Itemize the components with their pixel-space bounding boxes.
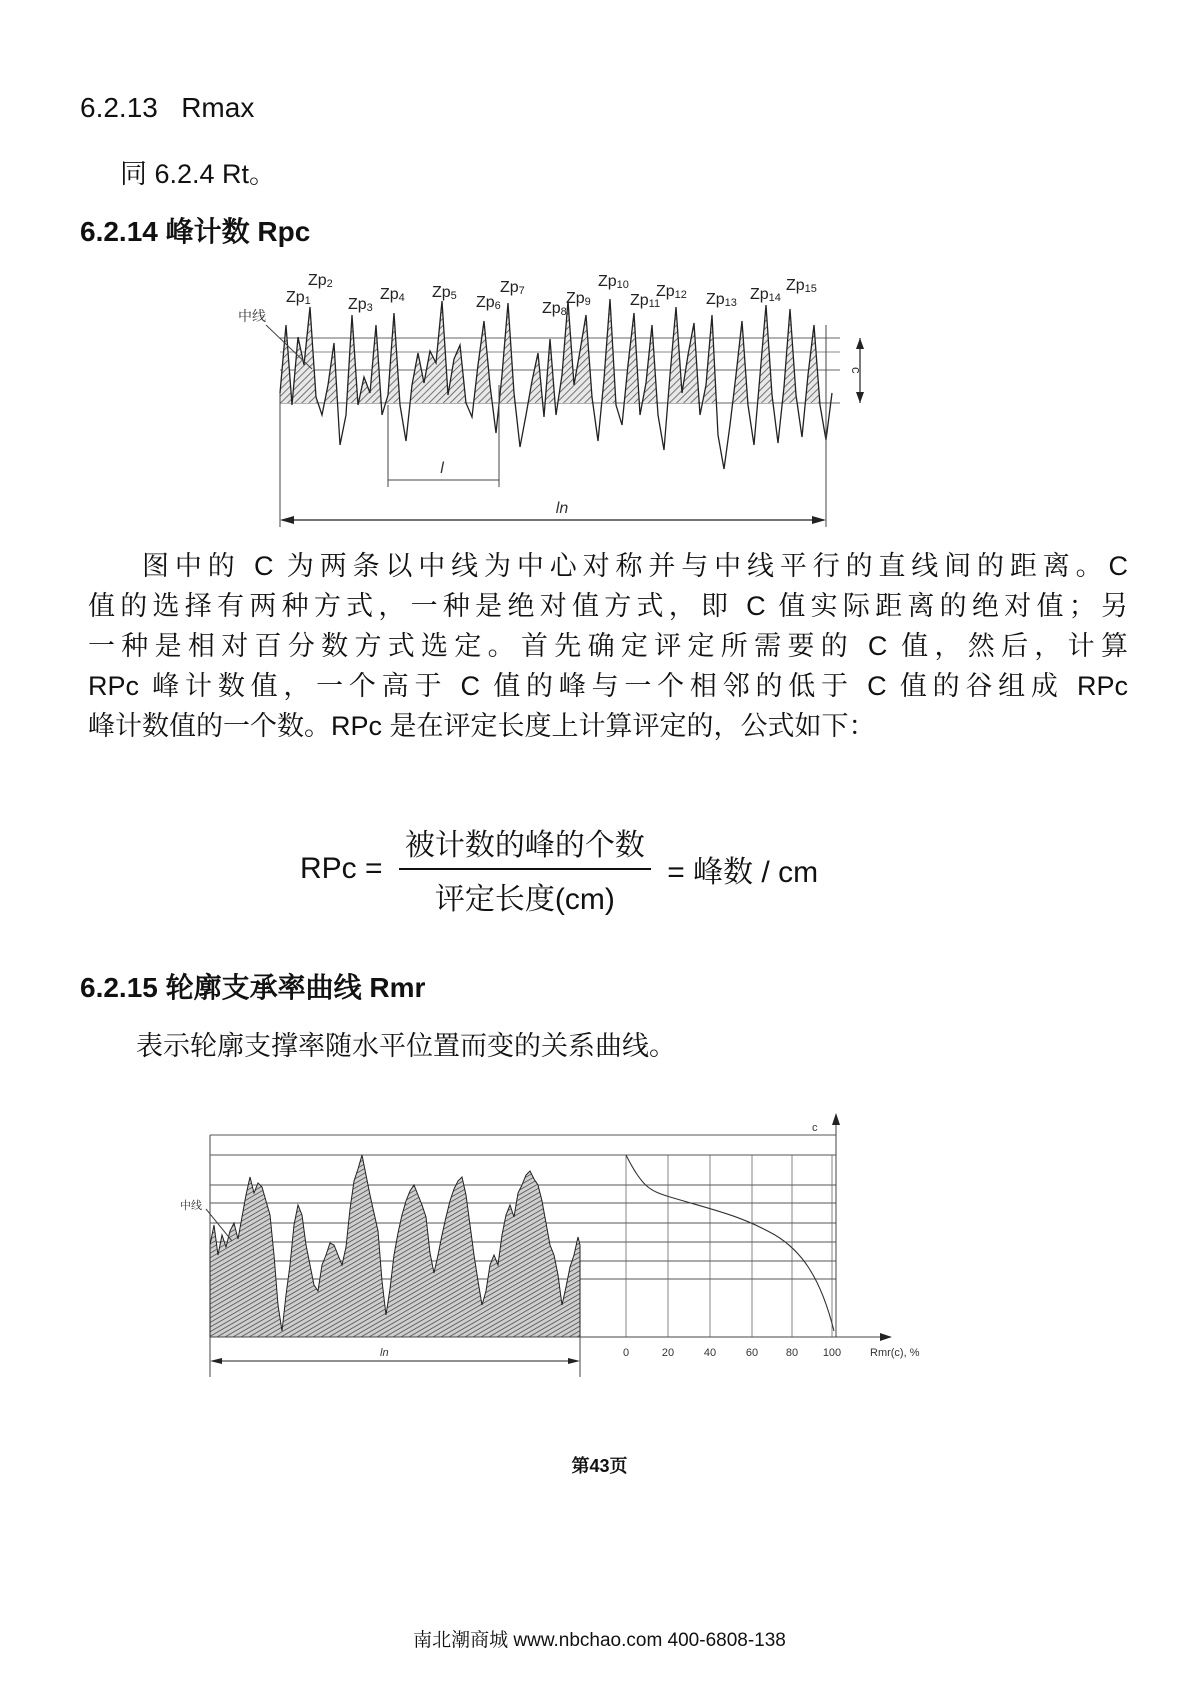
peak-label-11: Zp11 bbox=[630, 292, 661, 310]
profile-curve bbox=[280, 299, 832, 469]
fig2-vertical-grid bbox=[626, 1155, 832, 1337]
section-6-2-15-body: 表示轮廓支撑率随水平位置而变的关系曲线。 bbox=[136, 1031, 676, 1061]
l-label: l bbox=[440, 460, 444, 477]
peak-label-8: Zp8 bbox=[542, 300, 567, 318]
fig2-c-arrow bbox=[832, 1113, 840, 1125]
page-number: 第43页 bbox=[571, 1456, 628, 1476]
peak-label-2: Zp2 bbox=[308, 272, 333, 290]
peak-label-12: Zp12 bbox=[656, 283, 687, 301]
peak-labels bbox=[286, 272, 817, 318]
c-arrow-bottom bbox=[856, 392, 864, 403]
fig2-tick-20: 20 bbox=[661, 1347, 675, 1359]
section-6-2-15-heading: 6.2.15 轮廓支承率曲线 Rmr bbox=[80, 972, 426, 1003]
fig2-ln-label: ln bbox=[380, 1347, 389, 1359]
fig2-ln-arrow-left bbox=[210, 1358, 222, 1364]
fig2-x-arrow bbox=[880, 1333, 892, 1341]
peak-label-5: Zp5 bbox=[432, 284, 457, 302]
formula-rhs: = 峰数 / cm bbox=[667, 856, 819, 889]
paragraph-line-1: 图中的 C 为两条以中线为中心对称并与中线平行的直线间的距离。C bbox=[142, 551, 1128, 581]
peak-label-14: Zp14 bbox=[750, 286, 781, 304]
rmr-curve bbox=[626, 1155, 834, 1331]
fig2-tick-60: 60 bbox=[745, 1347, 759, 1359]
section-6-2-13-body: 同 6.2.4 Rt。 bbox=[120, 159, 277, 189]
fig2-tick-80: 80 bbox=[785, 1347, 799, 1359]
peak-label-6: Zp6 bbox=[476, 294, 501, 312]
paragraph-line-4: RPc 峰计数值，一个高于 C 值的峰与一个相邻的低于 C 值的谷组成 RPc bbox=[88, 671, 1128, 701]
footer-site: 南北潮商城 www.nbchao.com 400-6808-138 bbox=[413, 1630, 786, 1651]
peak-label-9: Zp9 bbox=[566, 290, 591, 308]
formula-lhs: RPc = bbox=[300, 852, 383, 885]
peak-label-10: Zp10 bbox=[598, 273, 629, 291]
middle-line-label: 中线 bbox=[238, 308, 266, 324]
fig2-tick-0: 0 bbox=[622, 1347, 630, 1359]
formula-fraction bbox=[399, 820, 651, 918]
section-6-2-14-paragraph bbox=[88, 546, 1128, 746]
ln-label: ln bbox=[555, 500, 569, 517]
fig2-profile bbox=[210, 1155, 580, 1337]
peak-label-13: Zp13 bbox=[706, 291, 737, 309]
section-number: 6.2.13 bbox=[80, 92, 158, 123]
fig2-ln-arrow-right bbox=[568, 1358, 580, 1364]
rpc-figure bbox=[220, 265, 900, 535]
peak-label-4: Zp4 bbox=[380, 286, 405, 304]
rpc-formula bbox=[300, 820, 818, 918]
paragraph-line-3: 一种是相对百分数方式选定。首先确定评定所需要的 C 值，然后，计算 bbox=[88, 631, 1128, 661]
c-label: c bbox=[849, 367, 864, 374]
section-title: Rmax bbox=[181, 92, 255, 123]
formula-numerator: 被计数的峰的个数 bbox=[399, 820, 651, 870]
peak-label-15: Zp15 bbox=[786, 277, 817, 295]
section-6-2-13-heading bbox=[80, 92, 254, 124]
fig2-x-label: Rmr(c), % bbox=[870, 1347, 920, 1359]
fig2-tick-100: 100 bbox=[822, 1347, 842, 1359]
formula-denominator: 评定长度(cm) bbox=[434, 883, 615, 916]
rmr-figure bbox=[170, 1105, 950, 1385]
peak-label-3: Zp3 bbox=[348, 296, 373, 314]
ln-arrow-right bbox=[812, 516, 826, 524]
fig2-middle-line-label: 中线 bbox=[180, 1200, 202, 1212]
c-arrow-top bbox=[856, 338, 864, 349]
ln-arrow-left bbox=[280, 516, 294, 524]
fig2-c-label: c bbox=[812, 1122, 818, 1134]
section-6-2-14-heading: 6.2.14 峰计数 Rpc bbox=[80, 216, 311, 247]
peak-label-7: Zp7 bbox=[500, 279, 525, 297]
paragraph-line-5: 峰计数值的一个数。RPc 是在评定长度上计算评定的，公式如下： bbox=[88, 711, 876, 741]
fig2-tick-40: 40 bbox=[703, 1347, 717, 1359]
fig2-tick-labels bbox=[623, 1347, 841, 1359]
paragraph-line-2: 值的选择有两种方式，一种是绝对值方式，即 C 值实际距离的绝对值；另 bbox=[88, 591, 1128, 621]
peak-label-1: Zp1 bbox=[286, 289, 311, 307]
